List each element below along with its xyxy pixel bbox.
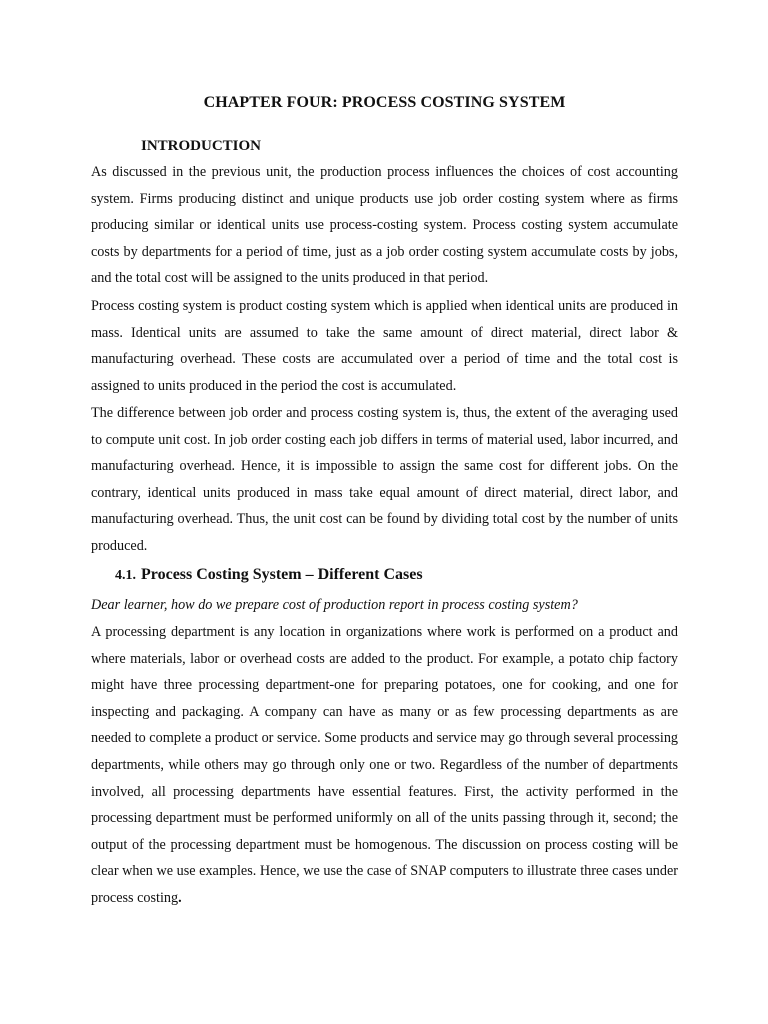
paragraph-processing-department [91, 619, 678, 912]
paragraph-intro-1: As discussed in the previous unit, the production process influences the choices of cost accounting system. Firms producing distinct and unique products use job order costing system where as firms producing similar or identical units use process-costing system. Process costing system accumulate costs by departments for a period of time, just as a job order costing system accumulate costs by jobs, and the total cost will be assigned to the units produced in that period. [91, 164, 678, 287]
section-title: Process Costing System – Different Cases [141, 566, 423, 583]
section-heading [115, 564, 423, 587]
learner-question: Dear learner, how do we prepare cost of production report in process costing system? [91, 597, 578, 613]
paragraph-processing-department-text: A processing department is any location in organizations where work is performed on a product and where materials, labor or overhead costs are added to the product. For example, a potato chip factory might have three processing department-one for preparing potatoes, one for cooking, and one for inspecting and packaging. A company can have as many or as few processing departments as are needed to complete a product or service. Some products and service may go through several processing departments, while others may go through only one or two. Regardless of the number of departments involved, all processing departments have essential features. First, the activity performed in the processing department must be performed uniformly on all of the units passing through it, second; the output of the processing department must be homogenous. The discussion on process costing will be clear when we use examples. Hence, we use the case of SNAP computers to illustrate three cases under process costing [91, 624, 679, 906]
section-number: 4.1. [115, 568, 136, 583]
paragraph-intro-2: Process costing system is product costing system which is applied when identical units are produced in mass. Identical units are assumed to take the same amount of direct material, direct labor & manufacturing overhead. These costs are accumulated over a period of time and the total cost is assigned to units produced in the period the cost is accumulated. [91, 298, 678, 394]
paragraph-intro-3: The difference between job order and process costing system is, thus, the extent of the averaging used to compute unit cost. In job order costing each job differs in terms of material used, labor incurred, and manufacturing overhead. Hence, it is impossible to assign the same cost for different jobs. On the contrary, identical units produced in mass take equal amount of direct material, direct labor, and manufacturing overhead. Thus, the unit cost can be found by dividing total cost by the number of units produced. [91, 405, 678, 554]
paragraph-end-period: . [178, 889, 182, 906]
chapter-title: CHAPTER FOUR: PROCESS COSTING SYSTEM [203, 94, 566, 111]
introduction-heading: INTRODUCTION [141, 138, 262, 154]
